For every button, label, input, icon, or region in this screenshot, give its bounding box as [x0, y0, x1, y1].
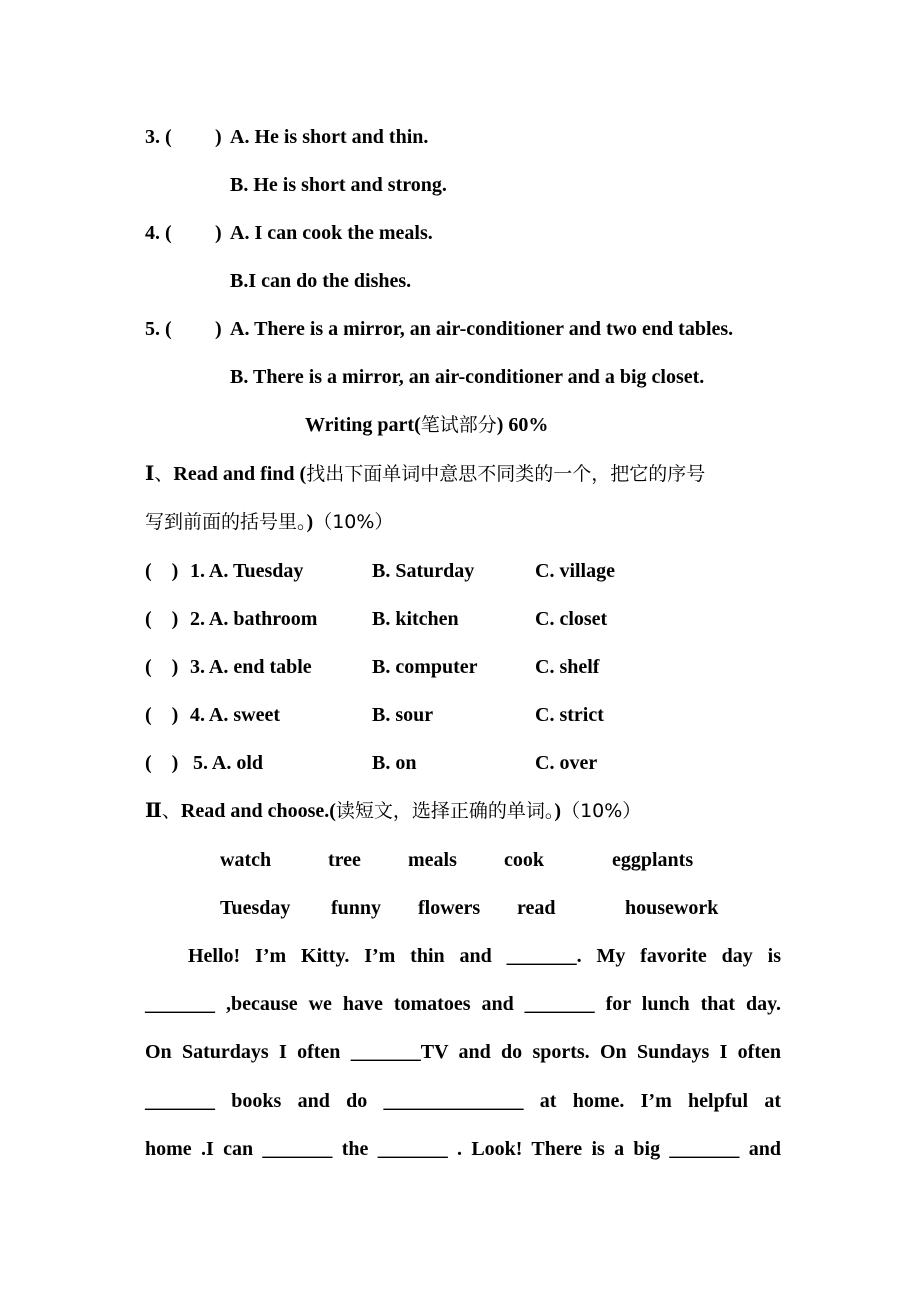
option-c: C. village	[535, 560, 615, 582]
option-b: B. There is a mirror, an air-conditioner and a big closet.	[230, 366, 705, 388]
answer-bracket: ( )	[145, 608, 179, 630]
passage-line-3: On Saturdays I often _______TV and do sports. On Sundays I often	[145, 1041, 781, 1063]
question-number: 4. (	[145, 222, 172, 244]
option-a: 4. A. sweet	[190, 704, 280, 726]
word-bank-word: meals	[408, 849, 457, 871]
word-bank-word: watch	[220, 849, 272, 871]
section-1-title-cn: 找出下面单词中意思不同类的一个，把它的序号	[306, 463, 706, 485]
writing-part-title	[305, 413, 548, 437]
word-bank-word: tree	[328, 849, 361, 871]
option-a: A. I can cook the meals.	[230, 222, 433, 244]
section-2-close: )	[554, 800, 562, 822]
option-a: 2. A. bathroom	[190, 608, 318, 630]
section-2-sep: 、	[161, 800, 181, 822]
option-c: C. shelf	[535, 656, 600, 678]
answer-bracket: ( )	[145, 704, 179, 726]
answer-bracket-close: )	[215, 126, 222, 148]
section-1-numeral: Ⅰ	[145, 463, 155, 485]
option-b: B.I can do the dishes.	[230, 270, 412, 292]
section-1-title-en: Read and find (	[173, 463, 307, 485]
option-b: B. on	[372, 752, 417, 774]
option-a: A. There is a mirror, an air-conditioner and two end tables.	[230, 318, 734, 340]
passage-line-1: Hello! I’m Kitty. I’m thin and _______. My favorite day is	[188, 945, 781, 967]
option-b: B. Saturday	[372, 560, 475, 582]
option-b: B. He is short and strong.	[230, 174, 447, 196]
section-2-numeral: Ⅱ	[145, 800, 162, 822]
section-2-pct: （10%）	[561, 800, 642, 822]
option-c: C. over	[535, 752, 598, 774]
word-bank-word: housework	[625, 897, 719, 919]
section-2-title-en: Read and choose.(	[180, 800, 336, 822]
option-a: 1. A. Tuesday	[190, 560, 304, 582]
word-bank-word: flowers	[418, 897, 481, 919]
section-2-title-cn: 读短文，选择正确的单词。	[335, 800, 555, 822]
option-c: C. closet	[535, 608, 608, 630]
word-bank-word: cook	[504, 849, 544, 871]
passage-line-2: _______ ,because we have tomatoes and _______ for lunch that day.	[145, 993, 781, 1015]
section-1-heading-line2	[145, 510, 393, 534]
word-bank-word: read	[517, 897, 556, 919]
option-a: 3. A. end table	[190, 656, 312, 678]
passage-line-4: _______ books and do ______________ at home. I’m helpful at	[145, 1090, 781, 1112]
option-a: A. He is short and thin.	[230, 126, 429, 148]
section-1-title-cn-2: 写到前面的括号里。	[145, 511, 307, 533]
passage-line-5: home .I can _______ the _______ . Look! There is a big _______ and	[145, 1138, 781, 1160]
writing-title-en: Writing part(	[305, 414, 421, 436]
writing-title-cn: 笔试部分	[420, 414, 497, 436]
option-c: C. strict	[535, 704, 604, 726]
answer-bracket: ( )	[145, 560, 179, 582]
option-b: B. kitchen	[372, 608, 459, 630]
writing-title-pct: ) 60%	[496, 414, 549, 436]
section-1-sep: 、	[154, 463, 174, 485]
section-2-heading	[145, 799, 641, 823]
question-number: 3. (	[145, 126, 172, 148]
answer-bracket-close: )	[215, 222, 222, 244]
question-number: 5. (	[145, 318, 172, 340]
word-bank-word: eggplants	[612, 849, 694, 871]
section-1-heading	[145, 462, 705, 486]
answer-bracket: ( )	[145, 752, 179, 774]
section-1-pct: （10%）	[313, 511, 394, 533]
answer-bracket-close: )	[215, 318, 222, 340]
option-a: 5. A. old	[193, 752, 264, 774]
option-b: B. sour	[372, 704, 434, 726]
option-b: B. computer	[372, 656, 478, 678]
word-bank-word: funny	[331, 897, 382, 919]
word-bank-word: Tuesday	[220, 897, 291, 919]
section-1-close: )	[306, 511, 314, 533]
answer-bracket: ( )	[145, 656, 179, 678]
